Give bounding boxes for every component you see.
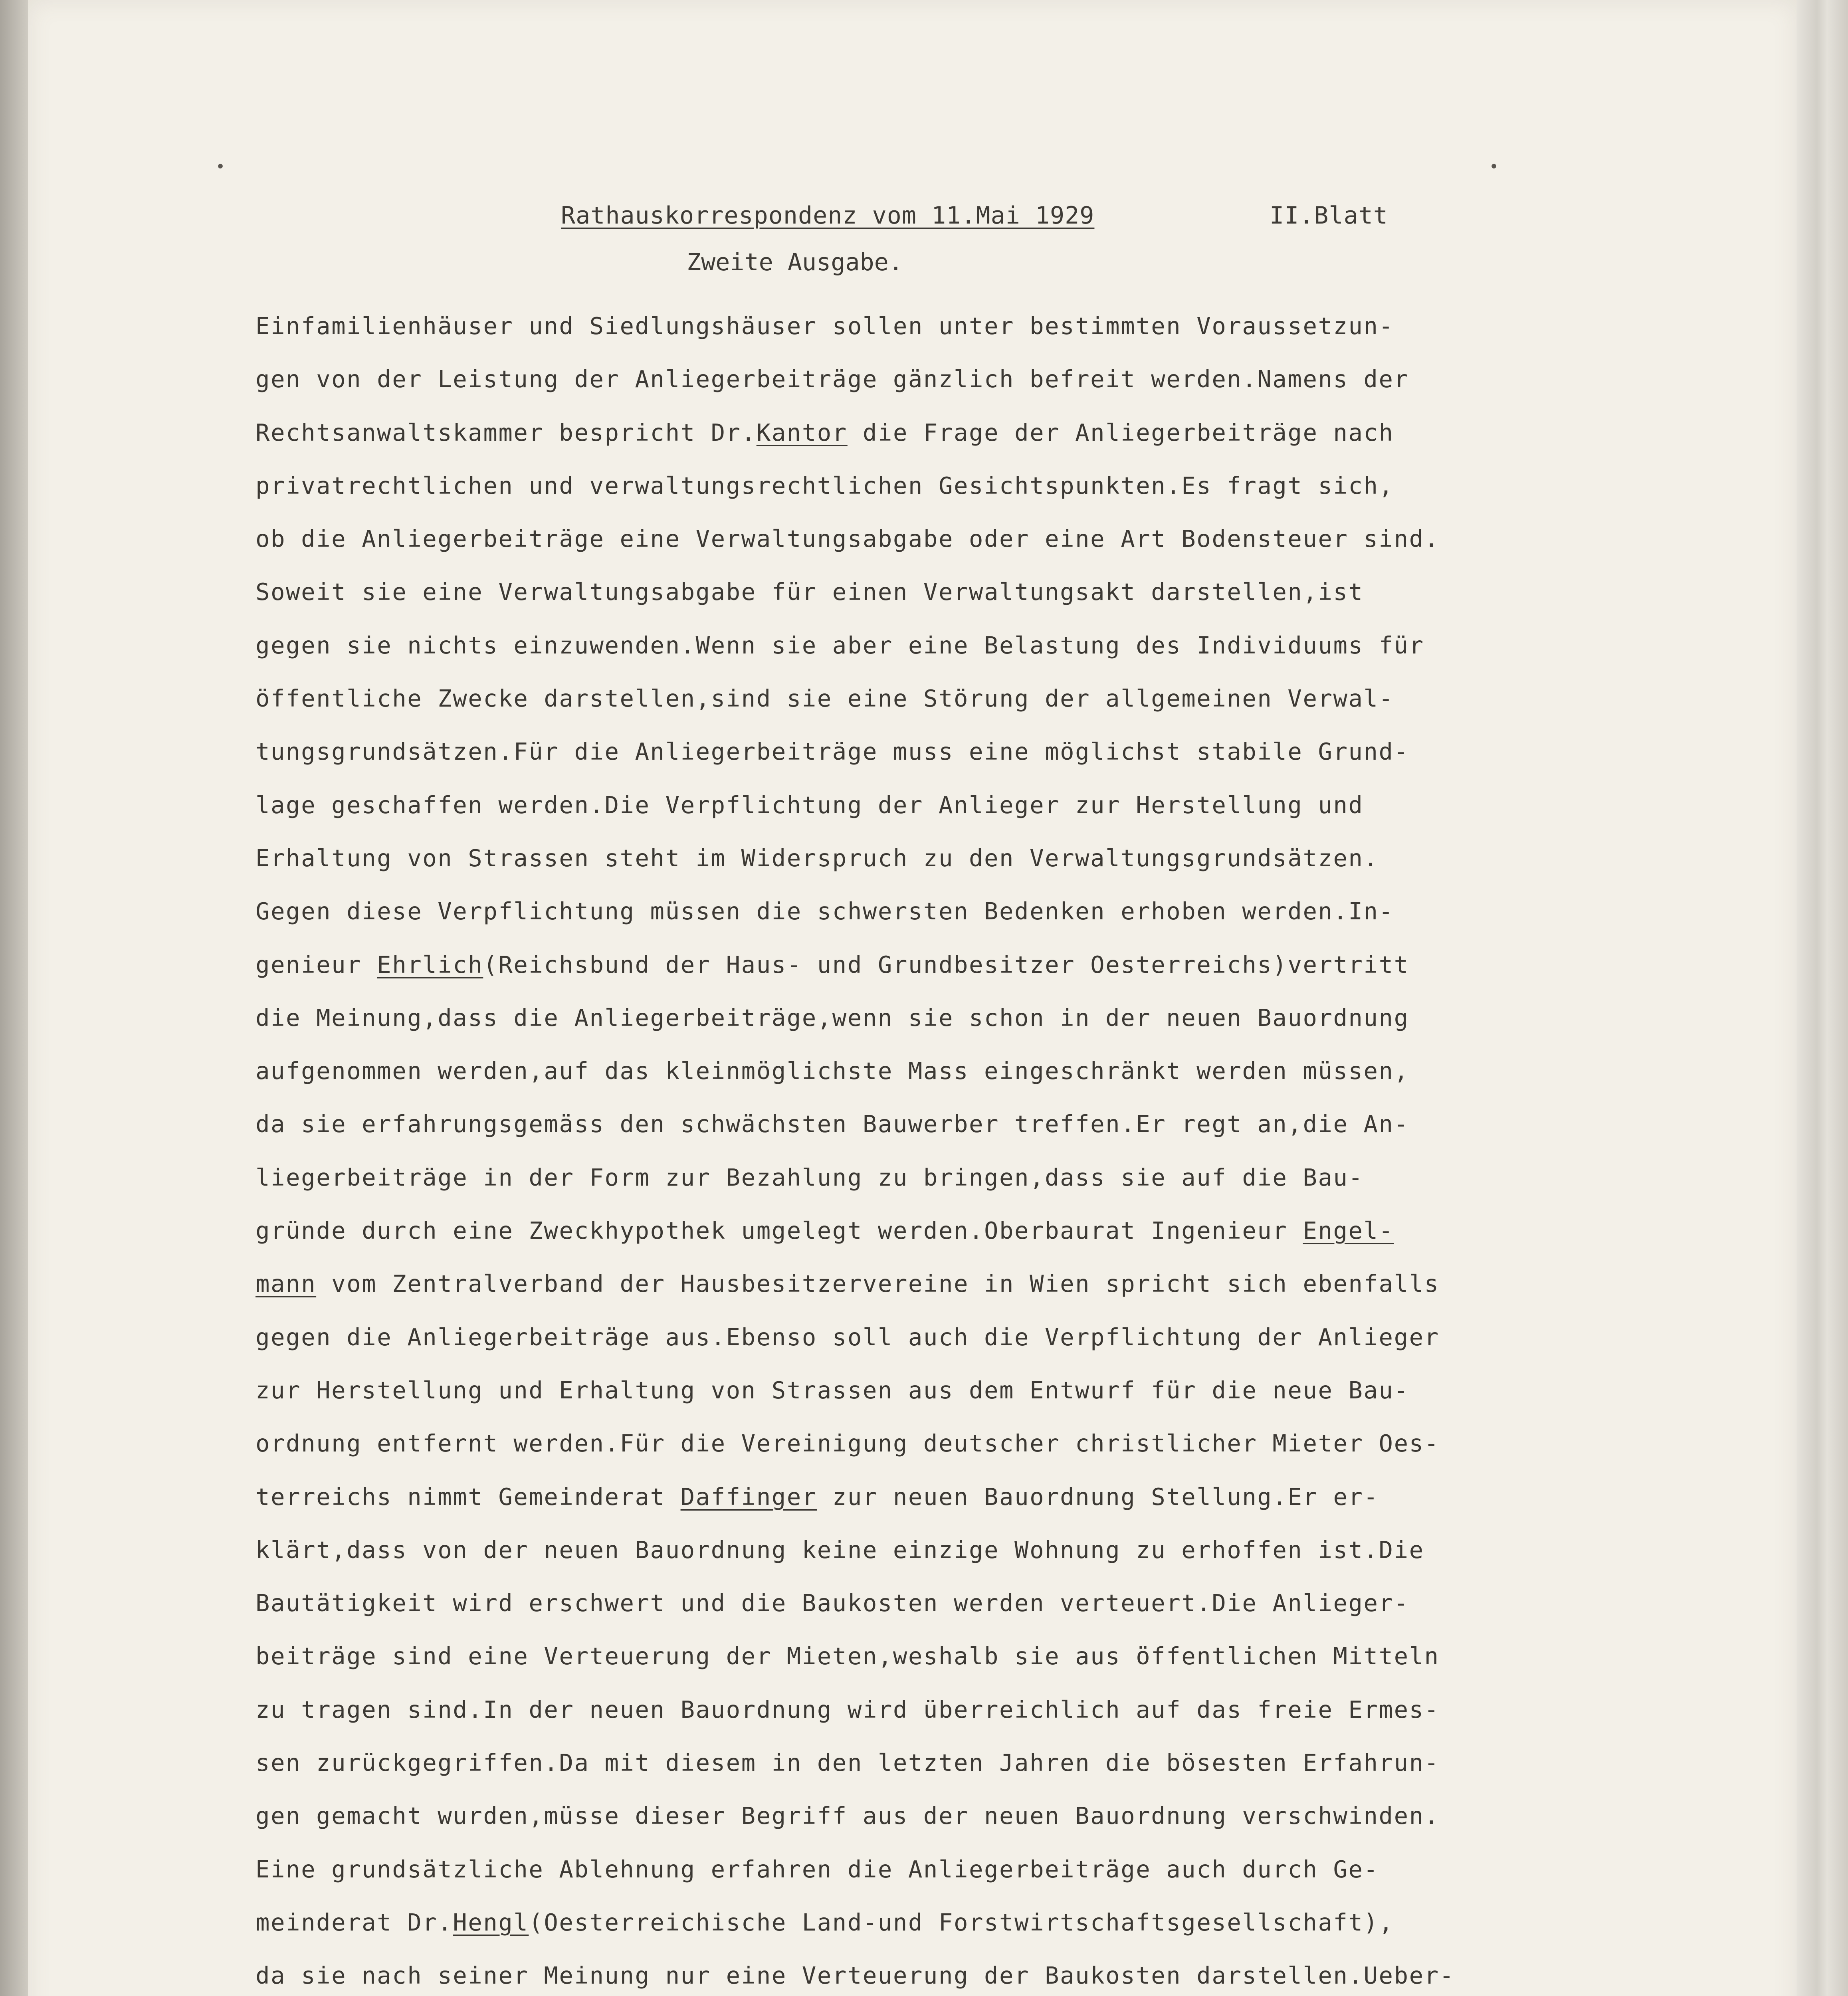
text-segment: aufgenommen werden,auf das kleinmöglichste Mass eingeschränkt werden müssen, xyxy=(256,1057,1409,1085)
underlined-name: Ehrlich xyxy=(377,950,483,978)
text-line xyxy=(256,1151,1513,1204)
text-line xyxy=(256,725,1513,778)
text-line xyxy=(256,1683,1513,1736)
text-line xyxy=(256,1364,1513,1417)
text-line xyxy=(256,1470,1513,1523)
text-line xyxy=(256,299,1513,352)
text-segment: klärt,dass von der neuen Bauordnung keine einzige Wohnung zu erhoffen ist.Die xyxy=(256,1536,1424,1564)
text-line xyxy=(256,832,1513,885)
page-stack-edge xyxy=(1797,0,1848,1996)
text-line xyxy=(256,1417,1513,1470)
text-segment: gen gemacht wurden,müsse dieser Begriff aus der neuen Bauordnung verschwinden. xyxy=(256,1802,1440,1830)
underlined-name: Engel- xyxy=(1303,1217,1394,1245)
text-segment: liegerbeiträge in der Form zur Bezahlung zu bringen,dass sie auf die Bau- xyxy=(256,1163,1364,1191)
text-line xyxy=(256,938,1513,991)
text-segment: öffentliche Zwecke darstellen,sind sie eine Störung der allgemeinen Verwal- xyxy=(256,685,1394,713)
text-line xyxy=(256,459,1513,512)
text-segment: zur neuen Bauordnung Stellung.Er er- xyxy=(817,1483,1379,1511)
text-segment: Bautätigkeit wird erschwert und die Baukosten werden verteuert.Die Anlieger- xyxy=(256,1589,1409,1617)
text-segment: da sie erfahrungsgemäss den schwächsten Bauwerber treffen.Er regt an,die An- xyxy=(256,1110,1409,1138)
text-segment: genieur xyxy=(256,950,377,978)
text-segment: Gegen diese Verpflichtung müssen die schwersten Bedenken erhoben werden.In- xyxy=(256,897,1394,925)
text-line xyxy=(256,672,1513,725)
text-line xyxy=(256,1843,1513,1896)
text-segment: (Oesterreichische Land-und Forstwirtschaftsgesellschaft), xyxy=(529,1908,1394,1936)
text-segment: privatrechtlichen und verwaltungsrechtlichen Gesichtspunkten.Es fragt sich, xyxy=(256,471,1394,499)
underlined-name: Daffinger xyxy=(680,1483,817,1511)
sheet-number: II.Blatt xyxy=(1270,202,1388,230)
text-segment: gegen sie nichts einzuwenden.Wenn sie aber eine Belastung des Individuums für xyxy=(256,631,1424,659)
text-line xyxy=(256,885,1513,938)
text-segment: ob die Anliegerbeiträge eine Verwaltungsabgabe oder eine Art Bodensteuer sind. xyxy=(256,525,1440,553)
document-header xyxy=(561,202,1388,230)
text-segment: gründe durch eine Zweckhypothek umgelegt werden.Oberbaurat Ingenieur xyxy=(256,1217,1303,1245)
text-line xyxy=(256,1044,1513,1097)
text-segment: tungsgrundsätzen.Für die Anliegerbeiträge muss eine möglichst stabile Grund- xyxy=(256,738,1409,766)
text-line xyxy=(256,406,1513,459)
text-segment: da sie nach seiner Meinung nur eine Verteuerung der Baukosten darstellen.Ueber- xyxy=(256,1962,1455,1990)
text-segment: vom Zentralverband der Hausbesitzervereine in Wien spricht sich ebenfalls xyxy=(316,1270,1440,1298)
text-line xyxy=(256,512,1513,565)
text-line xyxy=(256,619,1513,672)
text-line xyxy=(256,1097,1513,1150)
text-line xyxy=(256,991,1513,1044)
text-line xyxy=(256,352,1513,406)
underlined-name: mann xyxy=(256,1270,317,1298)
text-segment: Soweit sie eine Verwaltungsabgabe für einen Verwaltungsakt darstellen,ist xyxy=(256,578,1364,606)
scan-border-left xyxy=(0,0,28,1996)
punch-mark-right: • xyxy=(1489,158,1499,176)
text-line xyxy=(256,1204,1513,1257)
text-segment: beiträge sind eine Verteuerung der Mieten,weshalb sie aus öffentlichen Mitteln xyxy=(256,1642,1440,1670)
text-segment: zu tragen sind.In der neuen Bauordnung wird überreichlich auf das freie Ermes- xyxy=(256,1695,1440,1723)
text-line xyxy=(256,1257,1513,1310)
underlined-name: Hengl xyxy=(453,1908,529,1936)
text-segment: (Reichsbund der Haus- und Grundbesitzer Oesterreichs)vertritt xyxy=(483,950,1409,978)
text-segment: ordnung entfernt werden.Für die Vereinigung deutscher christlicher Mieter Oes- xyxy=(256,1430,1440,1457)
text-segment: die Meinung,dass die Anliegerbeiträge,wenn sie schon in der neuen Bauordnung xyxy=(256,1004,1409,1032)
text-segment: Eine grundsätzliche Ablehnung erfahren die Anliegerbeiträge auch durch Ge- xyxy=(256,1855,1379,1883)
body-text xyxy=(256,299,1513,1996)
text-line xyxy=(256,778,1513,832)
text-line xyxy=(256,1630,1513,1683)
text-segment: Einfamilienhäuser und Siedlungshäuser sollen unter bestimmten Voraussetzun- xyxy=(256,312,1394,340)
text-segment: meinderat Dr. xyxy=(256,1908,453,1936)
text-line xyxy=(256,1789,1513,1842)
text-segment: zur Herstellung und Erhaltung von Strassen aus dem Entwurf für die neue Bau- xyxy=(256,1376,1409,1404)
punch-mark-left: • xyxy=(216,158,226,176)
edition-label: Zweite Ausgabe. xyxy=(687,248,903,276)
text-line xyxy=(256,1576,1513,1630)
text-line xyxy=(256,1896,1513,1949)
text-segment: lage geschaffen werden.Die Verpflichtung der Anlieger zur Herstellung und xyxy=(256,791,1364,819)
text-line xyxy=(256,565,1513,618)
text-line xyxy=(256,1736,1513,1789)
text-segment: gegen die Anliegerbeiträge aus.Ebenso soll auch die Verpflichtung der Anlieger xyxy=(256,1323,1440,1351)
text-segment: terreichs nimmt Gemeinderat xyxy=(256,1483,681,1511)
text-segment: Erhaltung von Strassen steht im Widerspruch zu den Verwaltungsgrundsätzen. xyxy=(256,844,1379,872)
underlined-name: Kantor xyxy=(756,418,848,446)
text-segment: die Frage der Anliegerbeiträge nach xyxy=(847,418,1394,446)
text-segment: Rechtsanwaltskammer bespricht Dr. xyxy=(256,418,757,446)
text-line xyxy=(256,1311,1513,1364)
text-line xyxy=(256,1949,1513,1996)
text-segment: gen von der Leistung der Anliegerbeiträge gänzlich befreit werden.Namens der xyxy=(256,365,1409,393)
text-line xyxy=(256,1523,1513,1576)
header-title: Rathauskorrespondenz vom 11.Mai 1929 xyxy=(561,202,1095,230)
text-segment: sen zurückgegriffen.Da mit diesem in den letzten Jahren die bösesten Erfahrun- xyxy=(256,1749,1440,1777)
